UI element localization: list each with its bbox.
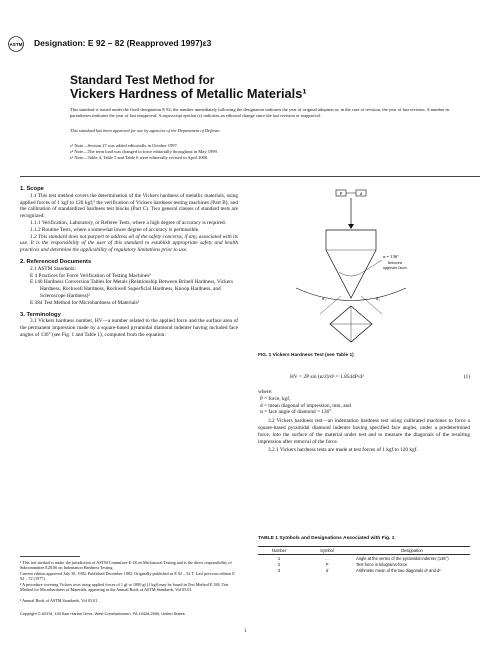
para-1-1-2: 1.1.2 Routine Tests, where a somewhat lower degree of accuracy is permissible. bbox=[30, 226, 200, 233]
copyright: Copyright © ASTM, 100 Barr Harbor Drive, West Conshohocken, PA 19428-2959, United States. bbox=[20, 611, 186, 616]
angle-opposite: opposite faces bbox=[383, 265, 407, 270]
where-label: where: bbox=[258, 389, 273, 395]
indenter bbox=[326, 230, 376, 298]
note-2: ε² Note—The term load was changed to force editorially throughout in May 1999. bbox=[70, 149, 218, 155]
footnote-1-edition: Current edition approved July 30, 1982. Published December 1982. Originally published as E 92 – 52 T. Last previous edition E 92 – 72 (1977). bbox=[20, 571, 235, 582]
table-1-title: TABLE 1 Symbols and Designations Associated with Fig. 1 bbox=[258, 536, 395, 541]
section-2-heading: 2. Referenced Documents bbox=[20, 258, 92, 265]
col-symbol: Symbol bbox=[300, 547, 354, 555]
equation-number: (1) bbox=[463, 374, 470, 380]
left-column bbox=[20, 186, 238, 339]
section-3-heading: 3. Terminology bbox=[20, 311, 61, 318]
angle-between: between bbox=[388, 260, 402, 265]
angle-label: α = 136° bbox=[383, 254, 400, 259]
row-designation: Angle at the vertex of the pyramidal indenter (136°) bbox=[356, 555, 449, 561]
para-2-1: 2.1 ASTM Standards: bbox=[30, 265, 77, 272]
dod-approval: This standard has been approved for use by agencies of the Department of Defense. bbox=[70, 128, 221, 133]
para-3-2: 3.2 Vickers hardness test—an indentation hardness test using calibrated machines to force a square-based pyramidal diamond indenter having specified face angles, under a predetermined force, into the surface of the material under test and to measure the diagonals of the resulting impression after removal of the force. bbox=[258, 418, 470, 445]
table-row bbox=[258, 567, 470, 573]
row-designation: Test force in kilograms-force bbox=[356, 561, 408, 567]
row-number: 2 bbox=[277, 561, 281, 567]
table-header-row bbox=[258, 547, 470, 555]
logo-text: ASTM bbox=[9, 41, 23, 47]
row-number: 1 bbox=[277, 555, 281, 561]
d1-label: d₁ bbox=[322, 296, 326, 301]
symbols-table bbox=[258, 546, 470, 573]
row-designation: Arithmetic mean of the two diagonals d¹ and d² bbox=[356, 567, 441, 573]
para-1-1-1: 1.1.1 Verification, Laboratory, or Referee Tests, where a high degree of accuracy is required. bbox=[30, 219, 227, 226]
footnote-3: ³ Annual Book of ASTM Standards, Vol 03.01. bbox=[20, 598, 99, 603]
para-1-1: 1.1 This test method covers the determination of the Vickers hardness of metallic materials, using applied forces of 1 kgf to 120 kgf,² the verification of Vickers hardness testing machines (Part B), and the calibration of standardized hardness test blocks (Part C). Two general classes of standard tests are recognized: bbox=[20, 192, 238, 220]
page-number: 1 bbox=[244, 628, 247, 634]
reference-e384: E 384 Test Method for Microhardness of Materials³ bbox=[30, 299, 140, 306]
title-line2: Vickers Hardness of Metallic Materials¹ bbox=[70, 86, 307, 101]
astm-logo bbox=[8, 36, 24, 52]
intro-paragraph: This standard is issued under the fixed designation E 92; the number immediately following the designation indicates the year of original adoption or, in the case of revision, the year of last revision. A number in parentheses indicates the year of last reapproval. A superscript epsilon (ε) indicates an editorial change since the last revision or reapproval. bbox=[70, 107, 449, 118]
force-label: P bbox=[339, 191, 343, 196]
col-designation: Designation bbox=[354, 547, 470, 555]
reference-e140: E 140 Hardness Conversion Tables for Metals (Relationship Between Brinell Hardness, Vickers Hardness, Rockwell Hardness, Rockwell Superficial Hardness, Knoop Hardness, and Scleroscope Hardness)³ bbox=[30, 279, 234, 299]
figure-caption: FIG. 1 Vickers Hardness Test (see Table 1) bbox=[258, 353, 354, 358]
para-1-2: 1.2 This standard does not purport to address all of the safety concerns, if any, associated with its use. It is the responsibility of the user of this standard to establish appropriate safety and health practices and determine the applicability of regulatory limitations prior to use. bbox=[20, 233, 238, 254]
designation: Designation: E 92 – 82 (Reapproved 1997)ε3 bbox=[34, 38, 212, 48]
def-alpha: α = face angle of diamond = 136°. bbox=[260, 409, 333, 416]
col-number: Number bbox=[258, 547, 300, 555]
diagonal-label: d bbox=[359, 191, 363, 196]
row-number: 3 bbox=[277, 567, 281, 573]
editorial-notes bbox=[70, 143, 450, 162]
title-line1: Standard Test Method for bbox=[70, 73, 215, 87]
section-1-heading: 1. Scope bbox=[20, 186, 44, 192]
footnote-rule bbox=[20, 556, 80, 557]
reference-e4: E 4 Practices for Force Verification of Testing Machines³ bbox=[30, 272, 151, 279]
row-symbol: d bbox=[325, 567, 329, 573]
para-3-2-1: 3.2.1 Vickers hardness tests are made at test forces of 1 kgf to 120 kgf. bbox=[268, 447, 418, 454]
def-d: d = mean diagonal of impression, mm, and bbox=[260, 402, 351, 409]
footnote-2: ² A procedure covering Vickers tests using applied forces of 1 gf to 1000 gf (1 kgf) may be found in Test Method E 384, Test Method for Microhardness of Materials, appearing in the Annual Book of ASTM Standards, Vol 03.01. bbox=[20, 582, 229, 593]
row-symbol: P bbox=[325, 561, 329, 567]
note-3: ε³ Note—Table 4, Table 5 and Table 6 were editorially revised in April 2000. bbox=[70, 155, 209, 161]
para-3-1: 3.1 Vickers hardness number, HV—a number related to the applied force and the surface area of the permanent impression made by a square-based pyramidal diamond indenter having included face angles of 136° (see Fig. 1 and Table 1), computed from the equation: bbox=[20, 318, 238, 338]
d2-label: d₂ bbox=[376, 296, 380, 301]
vickers-figure bbox=[276, 188, 428, 348]
right-column bbox=[258, 389, 470, 454]
footnote-1: ¹ This test method is under the jurisdiction of ASTM Committee E-28 on Mechanical Testing and is the direct responsibility of Subcommittee E28.06 on Indentation Hardness Testing. bbox=[20, 560, 232, 571]
header-divider bbox=[20, 176, 480, 177]
row-symbol: ... bbox=[325, 555, 329, 561]
def-p: P = force, kgf, bbox=[260, 395, 291, 402]
hv-equation: HV = 2P sin (α/2)/d² = 1.8544P/d² bbox=[290, 374, 364, 380]
note-1: ε¹ Note—Section 27 was added editorially in October 1997. bbox=[70, 143, 178, 148]
